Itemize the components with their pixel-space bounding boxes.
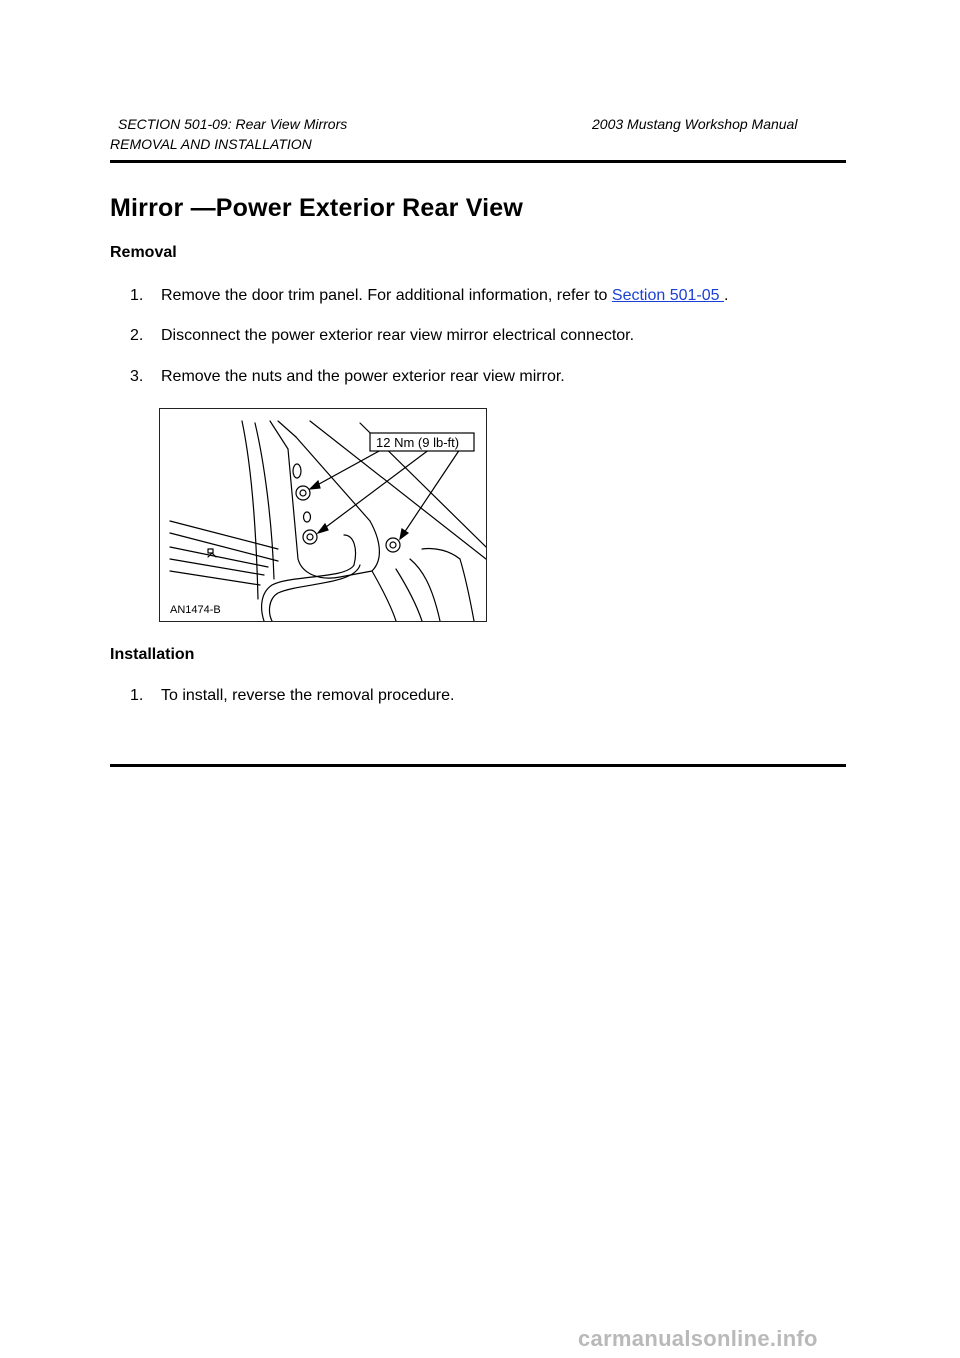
step-number: 3. [130, 368, 144, 385]
page-title: Mirror —Power Exterior Rear View [110, 194, 524, 222]
step-text: To install, reverse the removal procedure. [161, 687, 455, 704]
header-subheading: REMOVAL AND INSTALLATION [110, 136, 312, 152]
removal-step-3 [130, 368, 565, 386]
site-watermark: carmanualsonline.info [578, 1326, 818, 1351]
removal-step-1 [130, 287, 728, 305]
footer-divider [110, 764, 846, 767]
installation-step-1 [130, 687, 454, 705]
step-number: 2. [130, 327, 144, 344]
header-section-title: SECTION 501-09: Rear View Mirrors [118, 116, 348, 132]
step-text: Remove the door trim panel. For additional information, refer to [161, 287, 612, 304]
torque-spec-label: 12 Nm (9 lb-ft) [376, 435, 460, 450]
installation-heading: Installation [110, 646, 195, 663]
header-divider [110, 160, 846, 163]
mirror-mount-illustration [160, 409, 486, 621]
removal-step-2 [130, 327, 634, 345]
section-501-05-link[interactable]: Section 501-05 [611, 287, 724, 304]
header-manual-title: 2003 Mustang Workshop Manual [592, 116, 798, 132]
step-text-end: . [723, 287, 729, 304]
step-number: 1. [130, 687, 144, 704]
step-text: Remove the nuts and the power exterior rear view mirror. [161, 368, 565, 385]
step-number: 1. [130, 287, 144, 304]
figure-id-label: AN1474-B [170, 604, 221, 616]
step-text: Disconnect the power exterior rear view mirror electrical connector. [161, 327, 635, 344]
mirror-removal-figure [159, 408, 487, 622]
removal-heading: Removal [110, 244, 177, 261]
